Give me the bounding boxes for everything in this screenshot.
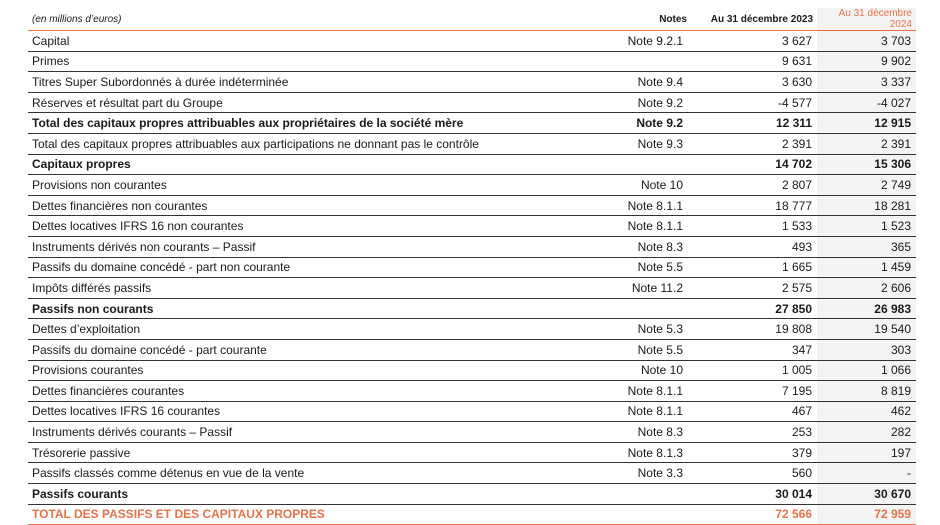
row-label: Provisions non courantes	[28, 175, 571, 196]
row-label: TOTAL DES PASSIFS ET DES CAPITAUX PROPRES	[28, 504, 571, 525]
value-2024: 303	[817, 339, 916, 360]
row-label: Instruments dérivés non courants – Passif	[28, 236, 571, 257]
table-row	[28, 154, 916, 175]
value-2024: 282	[817, 422, 916, 443]
value-2023: 560	[691, 463, 817, 484]
table-row	[28, 484, 916, 505]
row-note: Note 5.5	[571, 339, 691, 360]
value-2023: 379	[691, 442, 817, 463]
row-note: Note 9.2	[571, 92, 691, 113]
row-label: Réserves et résultat part du Groupe	[28, 92, 571, 113]
col-2024-header: Au 31 décembre 2024	[817, 8, 916, 31]
row-label: Passifs non courants	[28, 298, 571, 319]
value-2023: 467	[691, 401, 817, 422]
row-label: Dettes financières courantes	[28, 381, 571, 402]
value-2024: 2 606	[817, 278, 916, 299]
row-note	[571, 51, 691, 72]
value-2024: 3 703	[817, 31, 916, 52]
value-2023: 3 627	[691, 31, 817, 52]
row-label: Dettes d’exploitation	[28, 319, 571, 340]
row-label: Provisions courantes	[28, 360, 571, 381]
row-note: Note 8.1.1	[571, 401, 691, 422]
value-2023: 12 311	[691, 113, 817, 134]
value-2024: 365	[817, 236, 916, 257]
table-row	[28, 401, 916, 422]
value-2024: 1 523	[817, 216, 916, 237]
table-row	[28, 175, 916, 196]
value-2023: 18 777	[691, 195, 817, 216]
table-row	[28, 298, 916, 319]
table-row	[28, 51, 916, 72]
value-2023: 1 533	[691, 216, 817, 237]
table-row	[28, 195, 916, 216]
table-row	[28, 31, 916, 52]
unit-caption: (en millions d’euros)	[28, 8, 571, 31]
value-2024: 26 983	[817, 298, 916, 319]
value-2023: 2 391	[691, 133, 817, 154]
value-2024: 18 281	[817, 195, 916, 216]
value-2023: 27 850	[691, 298, 817, 319]
row-note: Note 5.3	[571, 319, 691, 340]
row-note: Note 9.4	[571, 72, 691, 93]
balance-sheet-liabilities	[28, 8, 916, 525]
row-note	[571, 504, 691, 525]
value-2023: 1 665	[691, 257, 817, 278]
row-label: Capitaux propres	[28, 154, 571, 175]
row-note: Note 8.1.3	[571, 442, 691, 463]
row-note	[571, 298, 691, 319]
value-2023: 493	[691, 236, 817, 257]
row-note: Note 8.1.1	[571, 381, 691, 402]
value-2024: 8 819	[817, 381, 916, 402]
value-2024: 12 915	[817, 113, 916, 134]
liabilities-table	[28, 8, 916, 525]
value-2024: 462	[817, 401, 916, 422]
value-2024: 1 459	[817, 257, 916, 278]
table-row	[28, 92, 916, 113]
row-label: Passifs du domaine concédé - part courante	[28, 339, 571, 360]
value-2023: 14 702	[691, 154, 817, 175]
table-row	[28, 381, 916, 402]
table-row	[28, 236, 916, 257]
row-label: Trésorerie passive	[28, 442, 571, 463]
value-2024: 2 749	[817, 175, 916, 196]
row-label: Passifs du domaine concédé - part non courante	[28, 257, 571, 278]
notes-header: Notes	[571, 8, 691, 31]
table-row	[28, 339, 916, 360]
value-2023: 72 566	[691, 504, 817, 525]
row-label: Titres Super Subordonnés à durée indéterminée	[28, 72, 571, 93]
row-note: Note 8.3	[571, 236, 691, 257]
row-note: Note 5.5	[571, 257, 691, 278]
value-2023: 3 630	[691, 72, 817, 93]
value-2024: 19 540	[817, 319, 916, 340]
value-2024: 2 391	[817, 133, 916, 154]
row-label: Total des capitaux propres attribuables aux propriétaires de la société mère	[28, 113, 571, 134]
value-2023: 9 631	[691, 51, 817, 72]
row-label: Capital	[28, 31, 571, 52]
row-label: Dettes locatives IFRS 16 non courantes	[28, 216, 571, 237]
table-row	[28, 360, 916, 381]
value-2024: 30 670	[817, 484, 916, 505]
table-row	[28, 133, 916, 154]
table-row	[28, 216, 916, 237]
row-label: Instruments dérivés courants – Passif	[28, 422, 571, 443]
table-row	[28, 463, 916, 484]
value-2023: 347	[691, 339, 817, 360]
row-note: Note 9.2	[571, 113, 691, 134]
value-2023: 19 808	[691, 319, 817, 340]
table-row	[28, 319, 916, 340]
row-note: Note 11.2	[571, 278, 691, 299]
value-2024: -4 027	[817, 92, 916, 113]
row-label: Passifs courants	[28, 484, 571, 505]
row-label: Passifs classés comme détenus en vue de la vente	[28, 463, 571, 484]
value-2024: 3 337	[817, 72, 916, 93]
row-note	[571, 154, 691, 175]
value-2023: 1 005	[691, 360, 817, 381]
table-row	[28, 278, 916, 299]
table-row	[28, 422, 916, 443]
value-2023: 30 014	[691, 484, 817, 505]
row-note: Note 3.3	[571, 463, 691, 484]
row-label: Total des capitaux propres attribuables aux participations ne donnant pas le contrôle	[28, 133, 571, 154]
table-row	[28, 504, 916, 525]
value-2024: 197	[817, 442, 916, 463]
row-note: Note 10	[571, 360, 691, 381]
col-2023-header: Au 31 décembre 2023	[691, 8, 817, 31]
row-note: Note 10	[571, 175, 691, 196]
row-note: Note 9.3	[571, 133, 691, 154]
value-2024: 1 066	[817, 360, 916, 381]
row-label: Impôts différés passifs	[28, 278, 571, 299]
value-2024: -	[817, 463, 916, 484]
row-label: Dettes locatives IFRS 16 courantes	[28, 401, 571, 422]
row-note: Note 8.1.1	[571, 216, 691, 237]
table-row	[28, 113, 916, 134]
table-row	[28, 442, 916, 463]
value-2023: 7 195	[691, 381, 817, 402]
value-2023: -4 577	[691, 92, 817, 113]
table-row	[28, 257, 916, 278]
row-note: Note 9.2.1	[571, 31, 691, 52]
value-2024: 9 902	[817, 51, 916, 72]
value-2023: 2 807	[691, 175, 817, 196]
row-note: Note 8.1.1	[571, 195, 691, 216]
row-note: Note 8.3	[571, 422, 691, 443]
value-2023: 253	[691, 422, 817, 443]
table-row	[28, 72, 916, 93]
row-note	[571, 484, 691, 505]
value-2024: 72 959	[817, 504, 916, 525]
row-label: Dettes financières non courantes	[28, 195, 571, 216]
table-body	[28, 31, 916, 525]
value-2023: 2 575	[691, 278, 817, 299]
value-2024: 15 306	[817, 154, 916, 175]
table-header-row	[28, 8, 916, 31]
row-label: Primes	[28, 51, 571, 72]
